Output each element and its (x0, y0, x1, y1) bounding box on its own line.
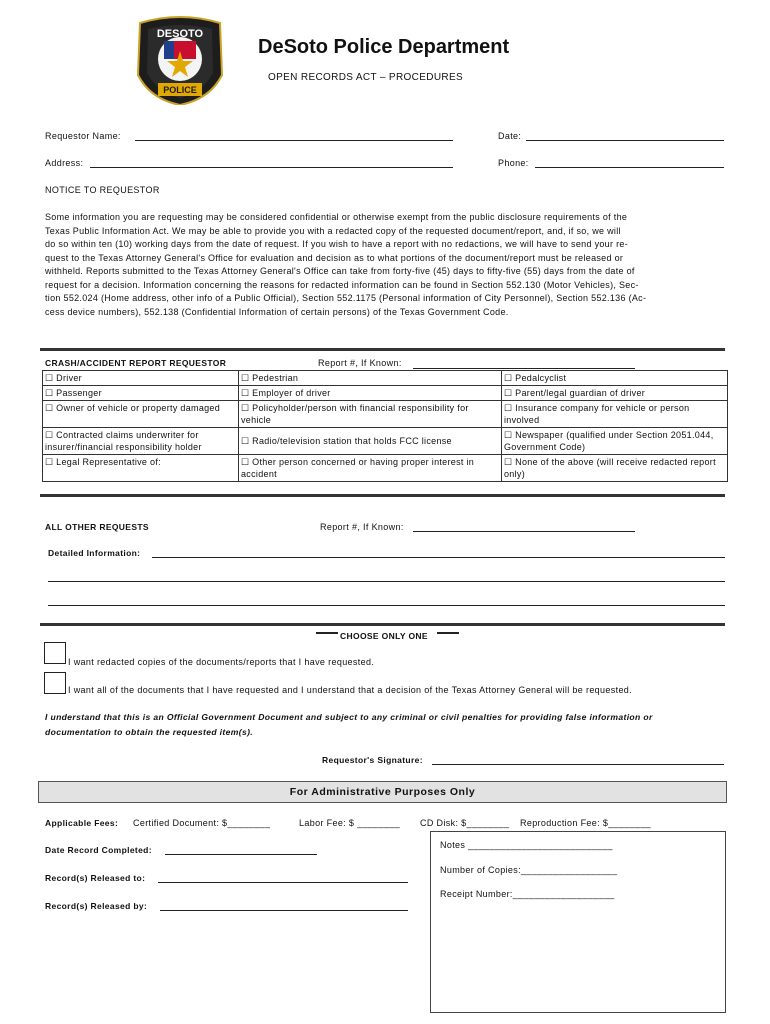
badge-top-text: DESOTO (156, 28, 204, 40)
signature-label: Requestor's Signature: (322, 755, 423, 765)
page-title: DeSoto Police Department (258, 36, 510, 58)
date-field[interactable] (526, 140, 724, 141)
certified-doc-fee[interactable]: Certified Document: $________ (133, 818, 271, 828)
date-completed-label: Date Record Completed: (45, 845, 152, 855)
badge-bottom-text: POLICE (163, 85, 197, 95)
page-subtitle: OPEN RECORDS ACT – PROCEDURES (268, 72, 464, 83)
checkbox-newspaper[interactable]: ☐ Newspaper (qualified under Section 2051.044, Government Code) (502, 428, 728, 455)
reproduction-fee[interactable]: Reproduction Fee: $________ (520, 818, 652, 828)
requestor-name-label: Requestor Name: (45, 131, 121, 141)
section-divider (40, 348, 725, 351)
table-row (43, 428, 728, 455)
detailed-info-field-1[interactable] (152, 557, 725, 558)
released-to-label: Record(s) Released to: (45, 873, 146, 883)
checkbox-radio-tv[interactable]: ☐ Radio/television station that holds FCC license (239, 428, 502, 455)
date-completed-field[interactable] (165, 854, 317, 855)
checkbox-policyholder[interactable]: ☐ Policyholder/person with financial responsibility for vehicle (239, 401, 502, 428)
section-divider (40, 494, 725, 497)
detailed-info-field-2[interactable] (48, 581, 725, 582)
notes-field[interactable]: Notes ___________________________ (440, 840, 613, 850)
checkbox-driver[interactable]: ☐ Driver (43, 371, 239, 386)
section-divider (40, 623, 725, 626)
checkbox-other-person[interactable]: ☐ Other person concerned or having proper interest in accident (239, 455, 502, 482)
option-all-docs-checkbox[interactable] (44, 672, 66, 694)
notice-heading: NOTICE TO REQUESTOR (45, 185, 160, 195)
cd-disk-fee[interactable]: CD Disk: $________ (420, 818, 510, 828)
table-row (43, 401, 728, 428)
signature-field[interactable] (432, 764, 724, 765)
phone-field[interactable] (535, 167, 724, 168)
checkbox-claims-underwriter[interactable]: ☐ Contracted claims underwriter for insurer/financial responsibility holder (43, 428, 239, 455)
crash-heading: CRASH/ACCIDENT REPORT REQUESTOR (45, 358, 227, 368)
phone-label: Phone: (498, 158, 529, 168)
choose-rule-left (316, 632, 338, 634)
table-row (43, 386, 728, 401)
crash-report-label: Report #, If Known: (318, 358, 402, 368)
checkbox-parent-guardian[interactable]: ☐ Parent/legal guardian of driver (502, 386, 728, 401)
checkbox-passenger[interactable]: ☐ Passenger (43, 386, 239, 401)
statement-line-1: I understand that this is an Official Government Document and subject to any criminal or civil penalties for providing false information or (45, 712, 653, 722)
address-field[interactable] (90, 167, 453, 168)
number-of-copies-field[interactable]: Number of Copies:__________________ (440, 865, 618, 875)
checkbox-none-above[interactable]: ☐ None of the above (will receive redacted report only) (502, 455, 728, 482)
choose-heading: CHOOSE ONLY ONE (340, 631, 428, 641)
checkbox-employer[interactable]: ☐ Employer of driver (239, 386, 502, 401)
option-redacted-label: I want redacted copies of the documents/reports that I have requested. (68, 657, 375, 667)
other-report-label: Report #, If Known: (320, 522, 404, 532)
table-row (43, 455, 728, 482)
notes-box (430, 831, 726, 1013)
labor-fee[interactable]: Labor Fee: $ ________ (299, 818, 400, 828)
released-by-field[interactable] (160, 910, 408, 911)
requestor-name-field[interactable] (135, 140, 453, 141)
admin-section-header: For Administrative Purposes Only (38, 781, 727, 803)
checkbox-owner[interactable]: ☐ Owner of vehicle or property damaged (43, 401, 239, 428)
fees-label: Applicable Fees: (45, 818, 119, 828)
other-requests-heading: ALL OTHER REQUESTS (45, 522, 149, 532)
detailed-info-label: Detailed Information: (48, 548, 141, 558)
other-report-field[interactable] (413, 531, 635, 532)
released-by-label: Record(s) Released by: (45, 901, 148, 911)
checkbox-insurance[interactable]: ☐ Insurance company for vehicle or person involved (502, 401, 728, 428)
notice-text: Some information you are requesting may be considered confidential or otherwise exempt from the public disclosure requirements of the Texas Public Information Act. We may be able to provide you with a redacted copy of the requested document/report, and, if so, we will do so within ten (10) working days from the date of request. If you wish to have a report with no redactions, we will have to send your re- quest to the Texas Attorney General's Office for evaluation and decision as to what portions of the document/report must be released or withheld. Reports submitted to the Texas Attorney General's Office can take from forty-five (45) days to fifty-five (55) days from the date of request for a decision. Information concerning the reasons for redacted information can be found in Section 552.130 (Motor Vehicles), Sec- tion 552.024 (Home address, other info of a Public Official), Section 552.1175 (Personal information of City Personnel), Section 552.136 (Ac- cess device numbers), 552.138 (Confidential Information of certain persons) of the Texas Government Code. (45, 212, 647, 317)
checkbox-pedestrian[interactable]: ☐ Pedestrian (239, 371, 502, 386)
detailed-info-field-3[interactable] (48, 605, 725, 606)
table-row (43, 371, 728, 386)
date-label: Date: (498, 131, 522, 141)
address-label: Address: (45, 158, 84, 168)
desoto-police-badge-logo (130, 15, 230, 105)
statement-line-2: documentation to obtain the requested item(s). (45, 727, 254, 737)
receipt-number-field[interactable]: Receipt Number:___________________ (440, 889, 615, 899)
option-redacted-checkbox[interactable] (44, 642, 66, 664)
choose-rule-right (437, 632, 459, 634)
released-to-field[interactable] (158, 882, 408, 883)
crash-report-field[interactable] (413, 368, 635, 369)
option-all-docs-label: I want all of the documents that I have requested and I understand that a decision of the Texas Attorney General will be requested. (68, 685, 633, 695)
checkbox-legal-rep[interactable]: ☐ Legal Representative of: (43, 455, 239, 482)
crash-requestor-table (42, 370, 728, 482)
checkbox-pedalcyclist[interactable]: ☐ Pedalcyclist (502, 371, 728, 386)
